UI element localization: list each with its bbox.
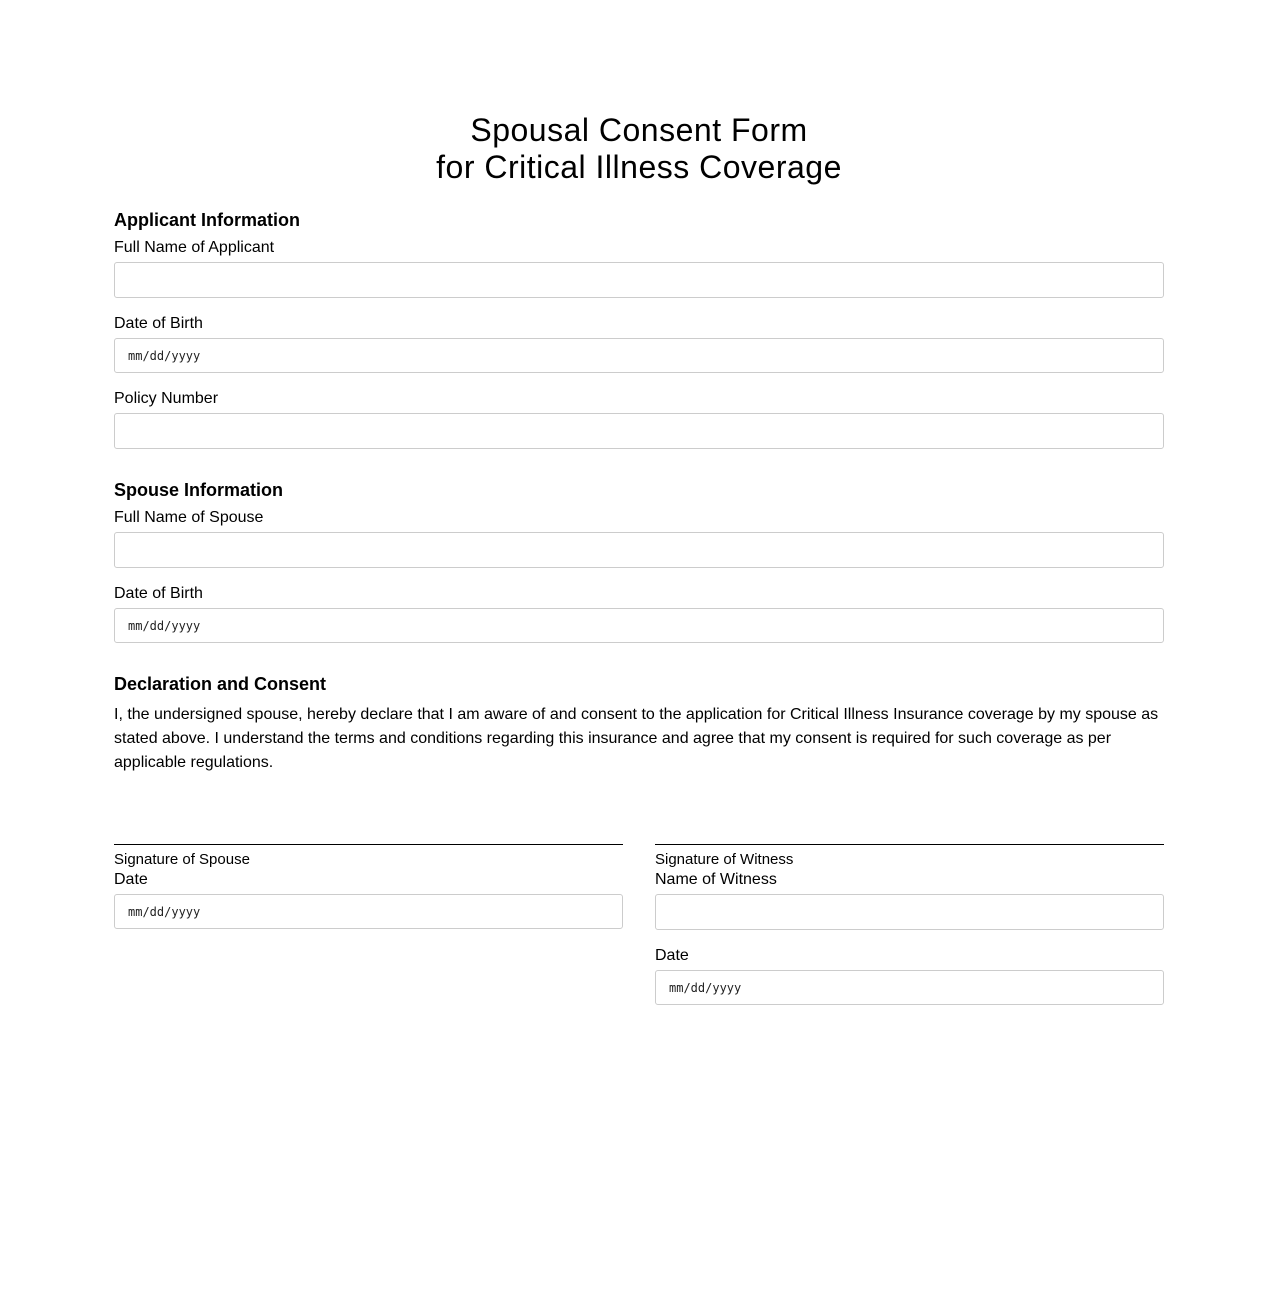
spouse-dob-input[interactable]: mm/dd/yyyy xyxy=(114,608,1164,643)
spouse-name-label: Full Name of Spouse xyxy=(114,509,264,526)
title-line-2: for Critical Illness Coverage xyxy=(436,149,842,185)
spouse-date-input[interactable]: mm/dd/yyyy xyxy=(114,894,623,929)
policy-number-input[interactable] xyxy=(114,413,1164,449)
witness-name-label: Name of Witness xyxy=(655,871,777,888)
declaration-heading: Declaration and Consent xyxy=(114,674,327,694)
witness-signature-line xyxy=(655,844,1164,845)
applicant-name-input[interactable] xyxy=(114,262,1164,298)
spouse-dob-label: Date of Birth xyxy=(114,585,203,602)
applicant-heading: Applicant Information xyxy=(114,210,300,230)
witness-date-input[interactable]: mm/dd/yyyy xyxy=(655,970,1164,1005)
policy-number-label: Policy Number xyxy=(114,390,219,407)
witness-name-input[interactable] xyxy=(655,894,1164,930)
spouse-signature-label: Signature of Spouse xyxy=(114,851,250,868)
applicant-dob-label: Date of Birth xyxy=(114,315,203,332)
applicant-name-label: Full Name of Applicant xyxy=(114,239,275,256)
applicant-dob-input[interactable]: mm/dd/yyyy xyxy=(114,338,1164,373)
page-title xyxy=(0,112,1278,186)
title-line-1: Spousal Consent Form xyxy=(470,112,808,148)
witness-date-label: Date xyxy=(655,947,689,964)
witness-signature-label: Signature of Witness xyxy=(655,851,794,868)
spouse-date-label: Date xyxy=(114,871,148,888)
declaration-text: I, the undersigned spouse, hereby declare that I am aware of and consent to the application for Critical Illness Insurance coverage by my spouse as stated above. I understand the terms and conditions regarding this insurance and agree that my consent is required for such coverage as per applicable regulations. xyxy=(114,706,1159,771)
spouse-name-input[interactable] xyxy=(114,532,1164,568)
spouse-signature-line xyxy=(114,844,623,845)
spouse-heading: Spouse Information xyxy=(114,480,284,500)
